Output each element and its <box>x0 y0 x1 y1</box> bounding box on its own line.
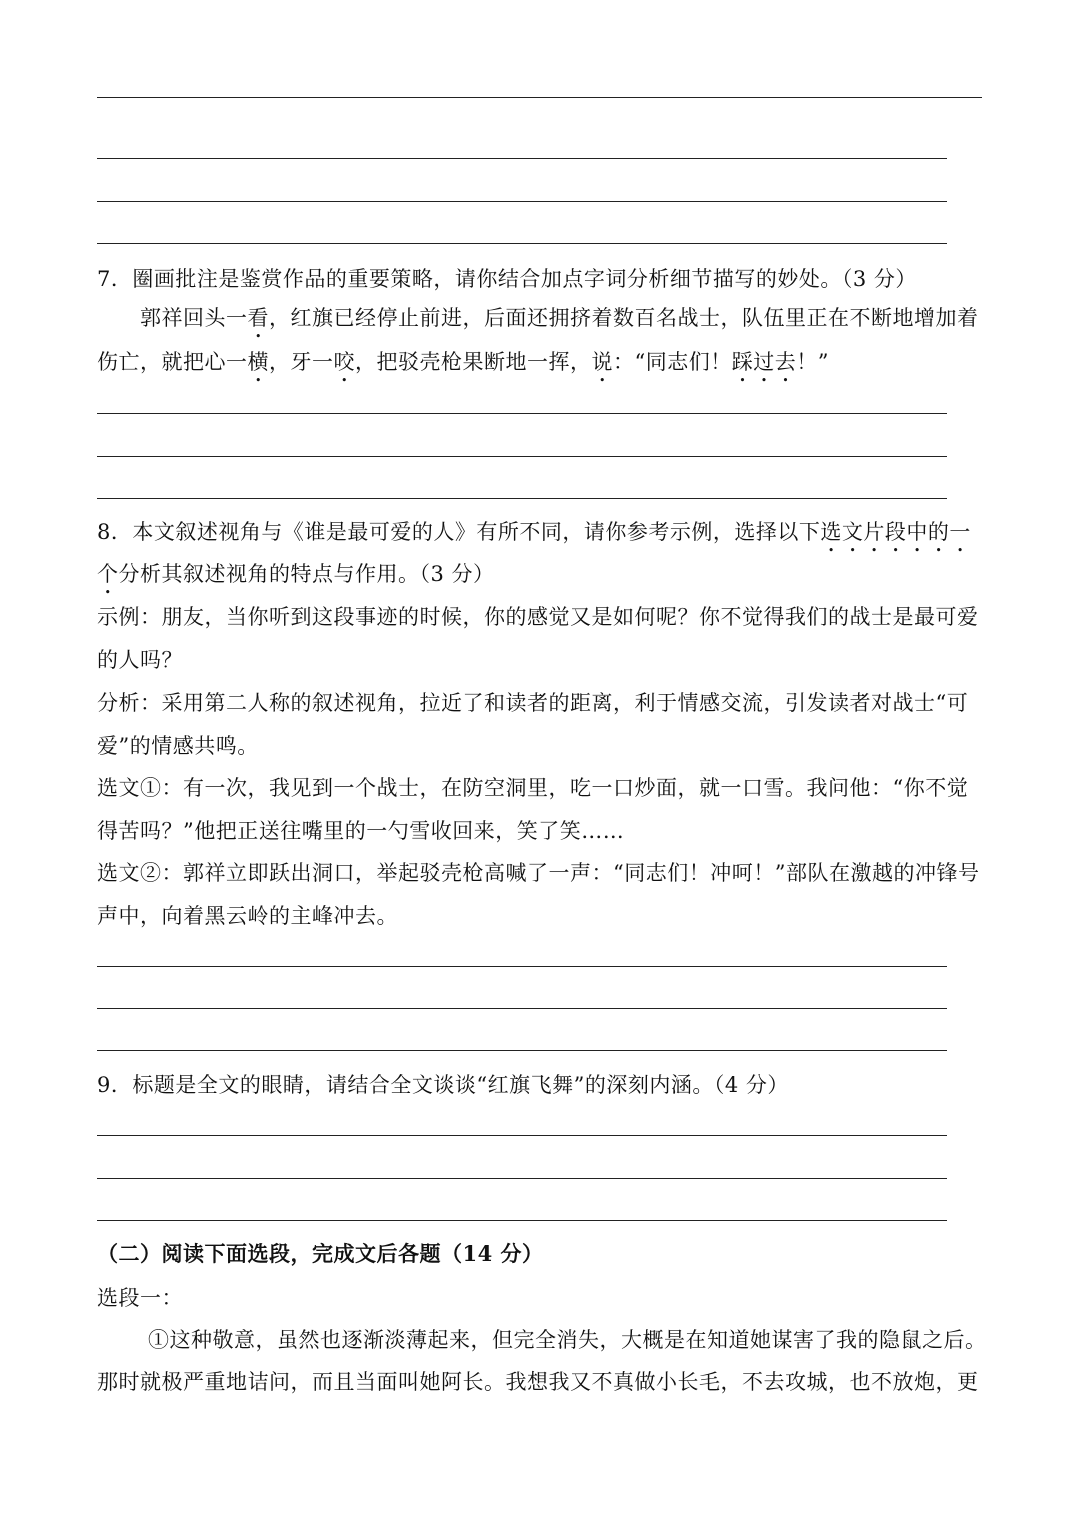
example-line-1: 示例：朋友，当你听到这段事迹的时候，你的感觉又是如何呢？你不觉得我们的战士是最可爱 <box>97 605 979 629</box>
section-2-heading: （二）阅读下面选段，完成文后各题（14 分） <box>97 1241 544 1266</box>
analysis-line-1: 分析：采用第二人称的叙述视角，拉近了和读者的距离，利于情感交流，引发读者对战士“可 <box>97 691 969 715</box>
excerpt-1-line-1: 选文①：有一次，我见到一个战士，在防空洞里，吃一口炒面，就一口雪。我问他：“你不觉 <box>97 776 969 800</box>
question-8-prompt-line-2 <box>97 561 495 599</box>
excerpt-2-line-2: 声中，向着黑云岭的主峰冲去。 <box>97 904 398 928</box>
excerpt-1-line-2: 得苦吗？”他把正送往嘴里的一勺雪收回来，笑了笑…… <box>97 819 625 843</box>
answer-line <box>97 1220 947 1221</box>
answer-line <box>97 1008 947 1009</box>
question-9-prompt: 9．标题是全文的眼睛，请结合全文谈谈“红旗飞舞”的深刻内涵。（4 分） <box>97 1073 789 1097</box>
question-7-passage-line-2 <box>97 349 829 387</box>
prompt-text: 8．本文叙述视角与《谁是最可爱的人》有所不同，请你参考示例，选择以下 <box>97 520 821 544</box>
excerpt-label: 选段一： <box>97 1286 183 1310</box>
dotted-word: 踩过去 <box>731 350 797 374</box>
answer-line <box>97 498 947 499</box>
answer-line <box>97 97 982 98</box>
passage-text: 伤亡，就把心一 <box>97 350 248 374</box>
answer-line <box>97 1178 947 1179</box>
dotted-word: 说 <box>591 350 613 374</box>
dotted-word: 看 <box>247 306 269 330</box>
answer-line <box>97 158 947 159</box>
answer-line <box>97 243 947 244</box>
passage-text: ，牙一 <box>269 350 334 374</box>
passage-text: 郭祥回头一 <box>140 306 248 330</box>
question-8-prompt-line-1 <box>97 519 971 557</box>
passage-text: ：“同志们！ <box>613 350 732 374</box>
answer-line <box>97 413 947 414</box>
answer-line <box>97 1050 947 1051</box>
section-2-paragraph-line-2: 那时就极严重地诘问，而且当面叫她阿长。我想我又不真做小长毛，不去攻城，也不放炮，更 <box>97 1370 979 1394</box>
excerpt-2-line-1: 选文②：郭祥立即跃出洞口，举起驳壳枪高喊了一声：“同志们！冲呵！”部队在激越的冲锋号 <box>97 861 980 885</box>
dotted-word: 选文片段中的一 <box>820 520 971 544</box>
answer-line <box>97 966 947 967</box>
prompt-text: 分析其叙述视角的特点与作用。（3 分） <box>118 562 495 586</box>
dotted-word: 个 <box>97 562 119 586</box>
passage-text: ！” <box>796 350 829 374</box>
analysis-line-2: 爱”的情感共鸣。 <box>97 734 259 758</box>
example-line-2: 的人吗？ <box>97 648 183 672</box>
answer-line <box>97 1135 947 1136</box>
question-7-prompt: 7．圈画批注是鉴赏作品的重要策略，请你结合加点字词分析细节描写的妙处。（3 分） <box>97 267 917 291</box>
section-2-paragraph-line-1: ①这种敬意，虽然也逐渐淡薄起来，但完全消失，大概是在知道她谋害了我的隐鼠之后。 <box>148 1328 987 1352</box>
passage-text: ，把驳壳枪果断地一挥， <box>355 350 592 374</box>
question-7-passage-line-1 <box>140 305 979 343</box>
dotted-word: 横 <box>247 350 269 374</box>
dotted-word: 咬 <box>333 350 355 374</box>
passage-text: ，红旗已经停止前进，后面还拥挤着数百名战士，队伍里正在不断地增加着 <box>269 306 979 330</box>
answer-line <box>97 201 947 202</box>
answer-line <box>97 456 947 457</box>
